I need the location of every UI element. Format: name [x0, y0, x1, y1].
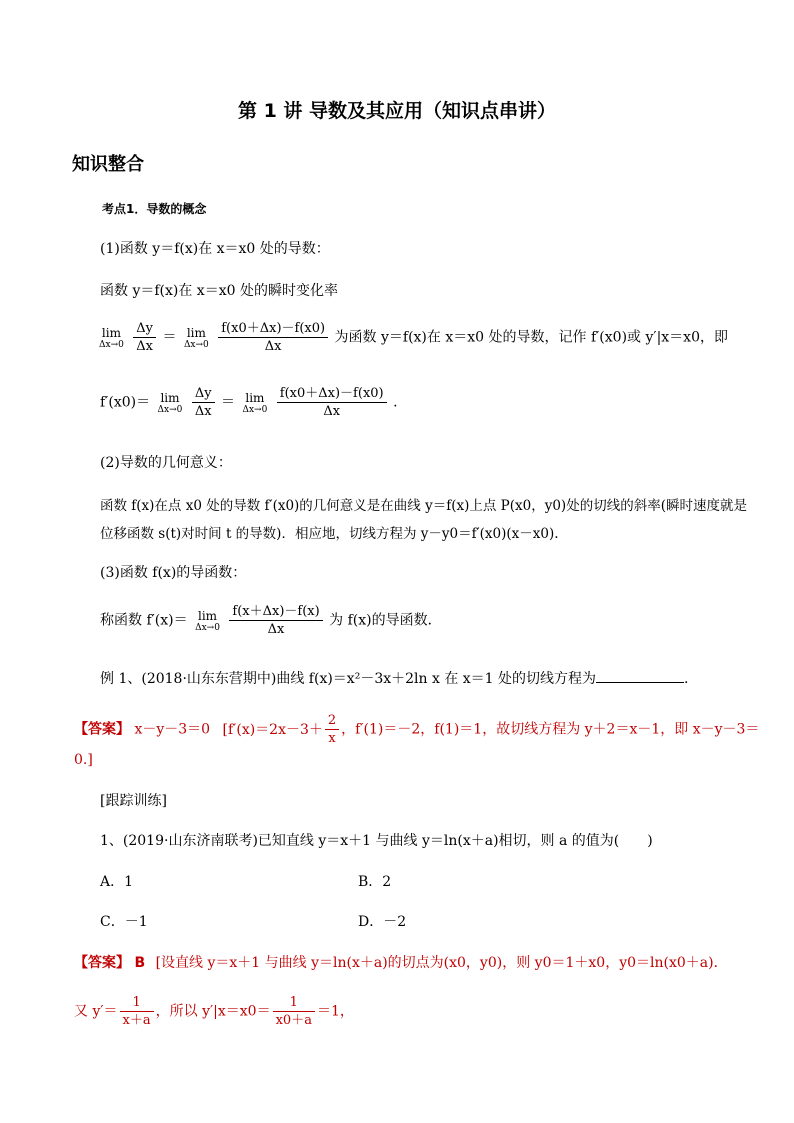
limit-symbol: lim Δx→0 [242, 390, 268, 415]
example-1: 例 1、(2018·山东东营期中)曲线 f(x)＝x²－3x＋2ln x 在 x＝1 处的切线方程为 . [100, 668, 688, 688]
kaodian-heading: 考点1．导数的概念 [102, 202, 207, 216]
example-1-answer-cont: 0.] [74, 752, 93, 768]
formula-line-1: lim Δx→0 $\frac{\Delta y}{\Delta x}$ ＝ lim Δx→0 $\frac{f(x0+\Delta x)-f(x0)}{\Delta x}$ 为函数 y＝f(x)在 x＝x0 处的导数，记作 f′(x0)或 y′|x＝x0，即 [99, 321, 728, 354]
instant-rate-intro: 函数 y＝f(x)在 x＝x0 处的瞬时变化率 [100, 283, 338, 299]
geometric-meaning-heading: (2)导数的几何意义： [100, 455, 232, 471]
limit-symbol: lim Δx→0 [183, 325, 209, 350]
difference-quotient-general: $\frac{f(x+\Delta x)-f(x)}{\Delta x}$ [229, 603, 322, 638]
practice-heading: [跟踪训练] [100, 793, 167, 809]
answer-letter: B [134, 955, 146, 971]
geometric-meaning-line-1: 函数 f(x)在点 x0 处的导数 f′(x0)的几何意义是在曲线 y＝f(x)上点 P(x0，y0)处的切线的斜率(瞬时速度就是 [100, 498, 747, 514]
limit-symbol: lim Δx→0 [157, 390, 183, 415]
section-heading: 知识整合 [72, 154, 144, 175]
answer-blank [596, 668, 684, 683]
question-1-answer-cont: 又 y′＝ $\frac{1}{x+a}$ ，所以 y′|x＝x0＝ $\frac{1}{x0+a}$ ＝1， [74, 995, 354, 1028]
derived-function-heading: (3)函数 f(x)的导函数： [100, 565, 247, 581]
difference-quotient: $\frac{f(x0+\Delta x)-f(x0)}{\Delta x}$ [218, 320, 328, 355]
formula-line-1-tail: 为函数 y＝f(x)在 x＝x0 处的导数，记作 f′(x0)或 y′|x＝x0，即 [334, 329, 728, 346]
limit-symbol: lim Δx→0 [99, 325, 124, 350]
answer-fraction: $\frac{1}{x+a}$ [120, 994, 154, 1029]
answer-label: 【答案】 [74, 721, 130, 738]
formula-line-2: f′(x0)＝ lim Δx→0 $\frac{\Delta y}{\Delta x}$ ＝ lim Δx→0 $\frac{f(x0+\Delta x)-f(x0)}{\Delta x}$ . [100, 386, 398, 419]
answer-fraction: $\frac{1}{x0+a}$ [273, 994, 315, 1029]
derived-function-formula: 称函数 f′(x)＝ lim Δx→0 $\frac{f(x+\Delta x)-f(x)}{\Delta x}$ 为 f(x)的导函数． [100, 604, 442, 637]
question-1-answer: 【答案】 B [设直线 y＝x＋1 与曲线 y＝ln(x＋a)的切点为(x0，y0)，则 y0＝1＋x0，y0＝ln(x0＋a)． [74, 955, 728, 971]
difference-quotient: $\frac{f(x0+\Delta x)-f(x0)}{\Delta x}$ [277, 385, 387, 420]
answer-main: x－y－3＝0 [134, 721, 211, 738]
geometric-meaning-line-2: 位移函数 s(t)对时间 t 的导数)．相应地，切线方程为 y－y0＝f′(x0)(x－x0). [100, 526, 559, 542]
fraction-dy-dx: $\frac{\Delta y}{\Delta x}$ [192, 385, 215, 420]
option-d: D．－2 [358, 914, 407, 930]
option-b: B．2 [358, 874, 392, 890]
question-1: 1、(2019·山东济南联考)已知直线 y＝x＋1 与曲线 y＝ln(x＋a)相切，则 a 的值为( ) [100, 833, 653, 849]
limit-symbol: lim Δx→0 [195, 608, 220, 633]
answer-fraction: $\frac{2}{x}$ [325, 712, 339, 747]
option-a: A．1 [100, 874, 134, 890]
derivative-heading: (1)函数 y＝f(x)在 x＝x0 处的导数： [100, 241, 330, 257]
fraction-dy-dx: $\frac{\Delta y}{\Delta x}$ [133, 320, 156, 355]
example-1-answer: 【答案】 x－y－3＝0 [f′(x)＝2x－3＋ $\frac{2}{x}$ ，f′(1)＝－2，f(1)＝1，故切线方程为 y＋2＝x－1，即 x－y－3＝ [74, 713, 760, 746]
answer-label: 【答案】 [74, 955, 130, 971]
page-title: 第 1 讲 导数及其应用（知识点串讲） [237, 100, 557, 122]
option-c: C．－1 [100, 914, 148, 930]
